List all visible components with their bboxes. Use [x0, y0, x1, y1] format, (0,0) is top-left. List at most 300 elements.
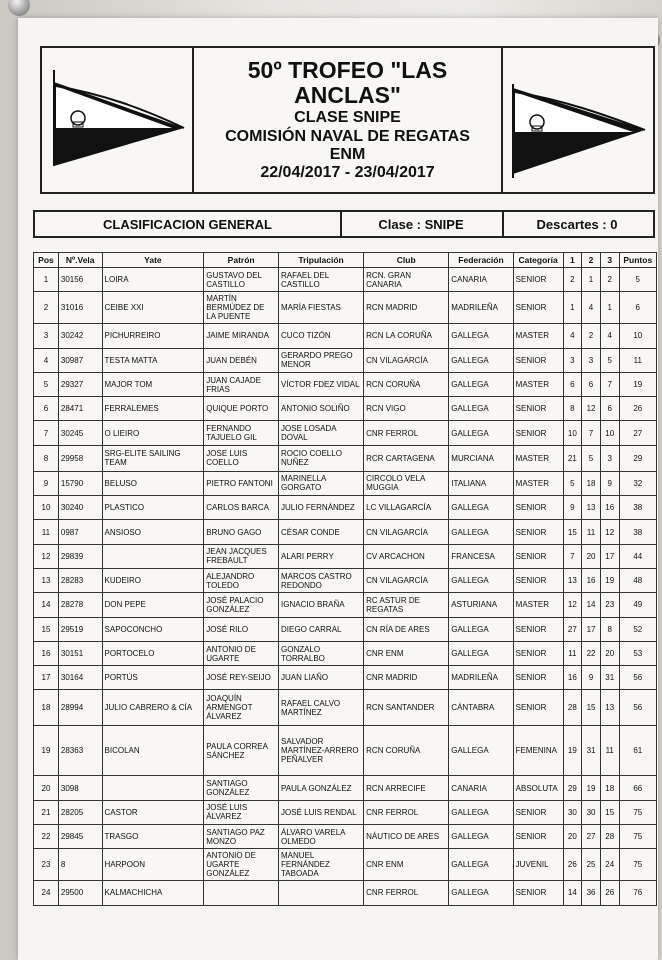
cell-race-3: 31: [600, 666, 619, 690]
cell-race-1: 15: [563, 520, 582, 544]
cell-pos: 2: [34, 292, 59, 324]
cell-race-3: 13: [600, 690, 619, 726]
table-row: [34, 421, 657, 445]
column-header-race-3: 3: [600, 253, 619, 268]
cell-crew: ANTONIO SOLIÑO: [279, 397, 364, 421]
cell-federation: GALLEGA: [449, 800, 513, 824]
cell-points: 56: [619, 666, 656, 690]
cell-race-3: 3: [600, 445, 619, 471]
cell-crew: PAULA GONZÁLEZ: [279, 776, 364, 800]
cell-pos: 13: [34, 568, 59, 592]
cell-pos: 21: [34, 800, 59, 824]
cell-crew: ALARI PERRY: [279, 544, 364, 568]
cell-sail-number: 15790: [58, 471, 102, 495]
title-line-2: ANCLAS": [294, 82, 401, 108]
cell-sail-number: 30240: [58, 496, 102, 520]
cell-skipper: BRUNO GAGO: [204, 520, 279, 544]
cell-federation: GALLEGA: [449, 348, 513, 372]
cell-club: RCN. GRAN CANARIA: [364, 268, 449, 292]
cell-pos: 9: [34, 471, 59, 495]
cell-points: 66: [619, 776, 656, 800]
cell-race-3: 11: [600, 726, 619, 776]
cell-club: CNR ENM: [364, 641, 449, 665]
cell-race-1: 3: [563, 348, 582, 372]
table-header-row: [34, 253, 657, 268]
cell-category: MASTER: [513, 593, 563, 617]
org-line: COMISIÓN NAVAL DE REGATAS: [225, 128, 470, 145]
cell-race-2: 12: [582, 397, 601, 421]
cell-race-3: 19: [600, 568, 619, 592]
cell-skipper: CARLOS BARCA: [204, 496, 279, 520]
cell-race-1: 21: [563, 445, 582, 471]
cell-yacht: PLASTICO: [102, 496, 204, 520]
cell-race-1: 14: [563, 881, 582, 905]
cell-race-1: 5: [563, 471, 582, 495]
cell-federation: GALLEGA: [449, 849, 513, 881]
cell-federation: MURCIANA: [449, 445, 513, 471]
cell-points: 52: [619, 617, 656, 641]
cell-race-1: 7: [563, 544, 582, 568]
cell-category: SENIOR: [513, 800, 563, 824]
table-row: [34, 445, 657, 471]
cell-federation: GALLEGA: [449, 421, 513, 445]
table-row: [34, 617, 657, 641]
cell-yacht: PICHURREIRO: [102, 324, 204, 348]
cell-points: 44: [619, 544, 656, 568]
cell-federation: CANARIA: [449, 268, 513, 292]
cell-points: 27: [619, 421, 656, 445]
cell-race-2: 11: [582, 520, 601, 544]
logo-right: [501, 48, 653, 192]
cell-club: CNR FERROL: [364, 421, 449, 445]
cell-sail-number: 30987: [58, 348, 102, 372]
cell-club: CN VILAGARCÍA: [364, 568, 449, 592]
cell-federation: GALLEGA: [449, 641, 513, 665]
cell-federation: CÁNTABRA: [449, 690, 513, 726]
discards-label: Descartes : 0: [536, 217, 618, 232]
cell-race-3: 5: [600, 348, 619, 372]
cell-pos: 17: [34, 666, 59, 690]
cell-race-1: 28: [563, 690, 582, 726]
column-header-sail-number: Nº.Vela: [58, 253, 102, 268]
cell-yacht: KUDEIRO: [102, 568, 204, 592]
cell-points: 48: [619, 568, 656, 592]
cell-race-2: 2: [582, 324, 601, 348]
cell-pos: 16: [34, 641, 59, 665]
cell-category: JUVENIL: [513, 849, 563, 881]
cell-federation: GALLEGA: [449, 496, 513, 520]
cell-race-3: 9: [600, 471, 619, 495]
cell-sail-number: 29845: [58, 825, 102, 849]
cell-race-1: 16: [563, 666, 582, 690]
cell-race-3: 6: [600, 397, 619, 421]
cell-points: 10: [619, 324, 656, 348]
cell-club: CN VILAGARCÍA: [364, 348, 449, 372]
column-header-federation: Federación: [449, 253, 513, 268]
cell-race-3: 23: [600, 593, 619, 617]
cell-race-2: 3: [582, 348, 601, 372]
cell-yacht: [102, 544, 204, 568]
cell-points: 32: [619, 471, 656, 495]
table-row: [34, 471, 657, 495]
cell-points: 29: [619, 445, 656, 471]
cell-sail-number: 29519: [58, 617, 102, 641]
results-table: [33, 252, 657, 906]
table-row: [34, 544, 657, 568]
cell-sail-number: 28471: [58, 397, 102, 421]
pennant-flag-icon: [503, 48, 653, 192]
cell-crew: JUAN LIAÑO: [279, 666, 364, 690]
cell-sail-number: 30242: [58, 324, 102, 348]
cell-race-2: 22: [582, 641, 601, 665]
cell-race-1: 6: [563, 372, 582, 396]
cell-crew: CÉSAR CONDE: [279, 520, 364, 544]
cell-pos: 14: [34, 593, 59, 617]
header-box: [40, 46, 655, 194]
cell-sail-number: 0987: [58, 520, 102, 544]
cell-race-2: 17: [582, 617, 601, 641]
cell-yacht: [102, 776, 204, 800]
cell-race-3: 16: [600, 496, 619, 520]
column-header-pos: Pos: [34, 253, 59, 268]
cell-points: 61: [619, 726, 656, 776]
cell-pos: 3: [34, 324, 59, 348]
cell-federation: GALLEGA: [449, 825, 513, 849]
cell-points: 76: [619, 881, 656, 905]
cell-race-3: 24: [600, 849, 619, 881]
cell-pos: 1: [34, 268, 59, 292]
cell-crew: DIEGO CARRAL: [279, 617, 364, 641]
cell-category: SENIOR: [513, 348, 563, 372]
cell-sail-number: 28363: [58, 726, 102, 776]
cell-points: 38: [619, 520, 656, 544]
cell-yacht: PORTOCELO: [102, 641, 204, 665]
cell-yacht: SAPOCONCHO: [102, 617, 204, 641]
cell-yacht: CEIBE XXI: [102, 292, 204, 324]
cell-crew: MANUEL FERNÁNDEZ TABOADA: [279, 849, 364, 881]
cell-points: 75: [619, 849, 656, 881]
cell-points: 11: [619, 348, 656, 372]
cell-category: SENIOR: [513, 397, 563, 421]
cell-club: CNR FERROL: [364, 800, 449, 824]
table-row: [34, 726, 657, 776]
table-row: [34, 641, 657, 665]
event-dates: 22/04/2017 - 23/04/2017: [260, 164, 435, 181]
cell-category: SENIOR: [513, 268, 563, 292]
cell-sail-number: 28994: [58, 690, 102, 726]
cell-skipper: JEAN JACQUES FREBAULT: [204, 544, 279, 568]
cell-points: 6: [619, 292, 656, 324]
cell-club: RCN SANTANDER: [364, 690, 449, 726]
section-title: CLASIFICACION GENERAL: [35, 212, 342, 236]
cell-federation: GALLEGA: [449, 324, 513, 348]
table-row: [34, 666, 657, 690]
cell-race-1: 26: [563, 849, 582, 881]
cell-pos: 18: [34, 690, 59, 726]
column-header-yacht: Yate: [102, 253, 204, 268]
table-row: [34, 593, 657, 617]
cell-race-1: 11: [563, 641, 582, 665]
cell-race-2: 27: [582, 825, 601, 849]
cell-category: FEMENINA: [513, 726, 563, 776]
cell-sail-number: 29327: [58, 372, 102, 396]
cell-race-2: 16: [582, 568, 601, 592]
cell-category: SENIOR: [513, 617, 563, 641]
cell-race-1: 27: [563, 617, 582, 641]
cell-category: SENIOR: [513, 544, 563, 568]
cell-yacht: BELUSO: [102, 471, 204, 495]
cell-race-2: 1: [582, 268, 601, 292]
cell-federation: GALLEGA: [449, 372, 513, 396]
cell-club: RC ASTUR DE REGATAS: [364, 593, 449, 617]
cell-race-1: 30: [563, 800, 582, 824]
cell-sail-number: 30164: [58, 666, 102, 690]
cell-sail-number: 28283: [58, 568, 102, 592]
column-header-race-2: 2: [582, 253, 601, 268]
cell-pos: 22: [34, 825, 59, 849]
cell-skipper: [204, 881, 279, 905]
cell-club: CIRCOLO VELA MUGGIA: [364, 471, 449, 495]
cell-skipper: ANTONIO DE UGARTE: [204, 641, 279, 665]
cell-pos: 8: [34, 445, 59, 471]
cell-category: SENIOR: [513, 496, 563, 520]
cell-race-3: 7: [600, 372, 619, 396]
cell-yacht: HARPOON: [102, 849, 204, 881]
cell-skipper: JOSÉ REY-SEIJO: [204, 666, 279, 690]
cell-pos: 24: [34, 881, 59, 905]
cell-pos: 15: [34, 617, 59, 641]
table-row: [34, 849, 657, 881]
cell-race-3: 20: [600, 641, 619, 665]
cell-crew: CUCO TIZÓN: [279, 324, 364, 348]
cell-sail-number: 29500: [58, 881, 102, 905]
cell-sail-number: 8: [58, 849, 102, 881]
title-line-1: 50º TROFEO "LAS: [247, 57, 448, 83]
cell-crew: [279, 881, 364, 905]
cell-category: SENIOR: [513, 421, 563, 445]
cell-category: SENIOR: [513, 825, 563, 849]
cell-crew: MARÍA FIESTAS: [279, 292, 364, 324]
cell-skipper: JOSÉ PALACIO GONZÁLEZ: [204, 593, 279, 617]
cell-race-3: 10: [600, 421, 619, 445]
cell-points: 49: [619, 593, 656, 617]
column-header-crew: Tripulación: [279, 253, 364, 268]
cell-sail-number: 30156: [58, 268, 102, 292]
cell-federation: MADRILEÑA: [449, 666, 513, 690]
cell-pos: 5: [34, 372, 59, 396]
cell-crew: JOSE LOSADA DOVAL: [279, 421, 364, 445]
cell-race-3: 1: [600, 292, 619, 324]
cell-sail-number: 30245: [58, 421, 102, 445]
cell-pos: 6: [34, 397, 59, 421]
cell-category: SENIOR: [513, 520, 563, 544]
cell-race-1: 8: [563, 397, 582, 421]
cell-skipper: QUIQUE PORTO: [204, 397, 279, 421]
cell-federation: ASTURIANA: [449, 593, 513, 617]
cell-skipper: FERNANDO TAJUELO GIL: [204, 421, 279, 445]
org-abbr: ENM: [329, 146, 366, 163]
column-header-category: Categoría: [513, 253, 563, 268]
cell-race-2: 15: [582, 690, 601, 726]
cell-pos: 7: [34, 421, 59, 445]
table-row: [34, 397, 657, 421]
cell-club: RCN ARRECIFE: [364, 776, 449, 800]
cell-yacht: MAJOR TOM: [102, 372, 204, 396]
cell-category: SENIOR: [513, 292, 563, 324]
column-header-club: Club: [364, 253, 449, 268]
cell-race-1: 2: [563, 268, 582, 292]
cell-club: NÁUTICO DE ARES: [364, 825, 449, 849]
cell-race-2: 13: [582, 496, 601, 520]
cell-yacht: JULIO CABRERO & CÍA: [102, 690, 204, 726]
cell-federation: GALLEGA: [449, 881, 513, 905]
cell-club: CNR MADRID: [364, 666, 449, 690]
column-header-skipper: Patrón: [204, 253, 279, 268]
cell-race-3: 12: [600, 520, 619, 544]
cell-race-2: 30: [582, 800, 601, 824]
cell-club: RCN VIGO: [364, 397, 449, 421]
cell-crew: JOSÉ LUIS RENDAL: [279, 800, 364, 824]
cell-skipper: PAULA CORREA SÁNCHEZ: [204, 726, 279, 776]
cell-skipper: ALEJANDRO TOLEDO: [204, 568, 279, 592]
table-row: [34, 292, 657, 324]
cell-race-1: 12: [563, 593, 582, 617]
cell-federation: GALLEGA: [449, 520, 513, 544]
cell-club: RCN LA CORUÑA: [364, 324, 449, 348]
cell-federation: GALLEGA: [449, 726, 513, 776]
cell-skipper: SANTIAGO PAZ MONZO: [204, 825, 279, 849]
table-row: [34, 568, 657, 592]
table-row: [34, 348, 657, 372]
cell-race-2: 7: [582, 421, 601, 445]
cell-race-1: 19: [563, 726, 582, 776]
cell-pos: 19: [34, 726, 59, 776]
cell-category: SENIOR: [513, 690, 563, 726]
cell-federation: FRANCESA: [449, 544, 513, 568]
class-label: Clase : SNIPE: [340, 212, 504, 236]
cell-yacht: PORTÚS: [102, 666, 204, 690]
cell-race-2: 5: [582, 445, 601, 471]
cell-race-2: 25: [582, 849, 601, 881]
cell-pos: 4: [34, 348, 59, 372]
cell-crew: GERARDO PREGO MENOR: [279, 348, 364, 372]
cell-race-1: 10: [563, 421, 582, 445]
cell-race-1: 29: [563, 776, 582, 800]
cell-federation: CANARIA: [449, 776, 513, 800]
cell-yacht: TESTA MATTA: [102, 348, 204, 372]
cell-points: 26: [619, 397, 656, 421]
cell-club: RCR CARTAGENA: [364, 445, 449, 471]
cell-skipper: JAIME MIRANDA: [204, 324, 279, 348]
cell-race-3: 18: [600, 776, 619, 800]
cell-category: SENIOR: [513, 666, 563, 690]
cell-race-2: 18: [582, 471, 601, 495]
cell-skipper: JOAQUÍN ARMENGOT ÁLVAREZ: [204, 690, 279, 726]
cell-pos: 11: [34, 520, 59, 544]
cell-sail-number: 3098: [58, 776, 102, 800]
cell-race-1: 9: [563, 496, 582, 520]
cell-crew: RAFAEL DEL CASTILLO: [279, 268, 364, 292]
cell-club: RCN MADRID: [364, 292, 449, 324]
cell-skipper: JOSE LUIS COELLO: [204, 445, 279, 471]
cell-crew: SALVADOR MARTÍNEZ-ARRERO PEÑALVER: [279, 726, 364, 776]
cell-yacht: CASTOR: [102, 800, 204, 824]
cell-race-3: 17: [600, 544, 619, 568]
cell-club: CN RÍA DE ARES: [364, 617, 449, 641]
cell-yacht: TRASGO: [102, 825, 204, 849]
table-row: [34, 372, 657, 396]
classification-bar: [33, 210, 655, 238]
cell-federation: GALLEGA: [449, 568, 513, 592]
cell-race-2: 9: [582, 666, 601, 690]
cell-skipper: MARTÍN BERMÚDEZ DE LA PUENTE: [204, 292, 279, 324]
cell-federation: ITALIANA: [449, 471, 513, 495]
cell-race-1: 1: [563, 292, 582, 324]
cell-federation: GALLEGA: [449, 397, 513, 421]
cell-sail-number: 30151: [58, 641, 102, 665]
table-row: [34, 690, 657, 726]
cell-yacht: ANSIOSO: [102, 520, 204, 544]
cell-skipper: SANTIAGO GONZÁLEZ: [204, 776, 279, 800]
cell-category: SENIOR: [513, 568, 563, 592]
cell-race-1: 20: [563, 825, 582, 849]
pennant-flag-icon: [42, 48, 192, 192]
cell-crew: IGNACIO BRAÑA: [279, 593, 364, 617]
cell-club: RCN CORUÑA: [364, 726, 449, 776]
cell-sail-number: 28205: [58, 800, 102, 824]
cell-yacht: DON PEPE: [102, 593, 204, 617]
cell-pos: 20: [34, 776, 59, 800]
cell-race-2: 6: [582, 372, 601, 396]
table-row: [34, 881, 657, 905]
cell-race-3: 2: [600, 268, 619, 292]
cell-yacht: KALMACHICHA: [102, 881, 204, 905]
cell-club: CNR ENM: [364, 849, 449, 881]
cell-points: 5: [619, 268, 656, 292]
cell-race-3: 15: [600, 800, 619, 824]
cell-points: 56: [619, 690, 656, 726]
cell-race-3: 8: [600, 617, 619, 641]
cell-race-3: 4: [600, 324, 619, 348]
cell-category: MASTER: [513, 372, 563, 396]
cell-yacht: O LIEIRO: [102, 421, 204, 445]
cell-club: CN VILAGARCÍA: [364, 520, 449, 544]
cell-category: SENIOR: [513, 641, 563, 665]
cell-points: 38: [619, 496, 656, 520]
cell-crew: VÍCTOR FDEZ VIDAL: [279, 372, 364, 396]
cell-category: MASTER: [513, 445, 563, 471]
table-row: [34, 825, 657, 849]
cell-crew: ÁLVARO VARELA OLMEDO: [279, 825, 364, 849]
cell-points: 19: [619, 372, 656, 396]
cell-crew: MARCOS CASTRO REDONDO: [279, 568, 364, 592]
cell-race-3: 28: [600, 825, 619, 849]
cell-crew: ROCIO COELLO NUÑEZ: [279, 445, 364, 471]
title-block: [192, 48, 503, 192]
cell-skipper: JUAN DEBÉN: [204, 348, 279, 372]
table-row: [34, 520, 657, 544]
cell-race-2: 14: [582, 593, 601, 617]
cell-sail-number: 29839: [58, 544, 102, 568]
cell-race-2: 36: [582, 881, 601, 905]
cell-federation: GALLEGA: [449, 617, 513, 641]
cell-yacht: BICOLAN: [102, 726, 204, 776]
cell-club: RCN CORUÑA: [364, 372, 449, 396]
cell-skipper: JUAN CAJADE FRIAS: [204, 372, 279, 396]
cell-race-2: 20: [582, 544, 601, 568]
cell-sail-number: 29958: [58, 445, 102, 471]
cell-skipper: GUSTAVO DEL CASTILLO: [204, 268, 279, 292]
